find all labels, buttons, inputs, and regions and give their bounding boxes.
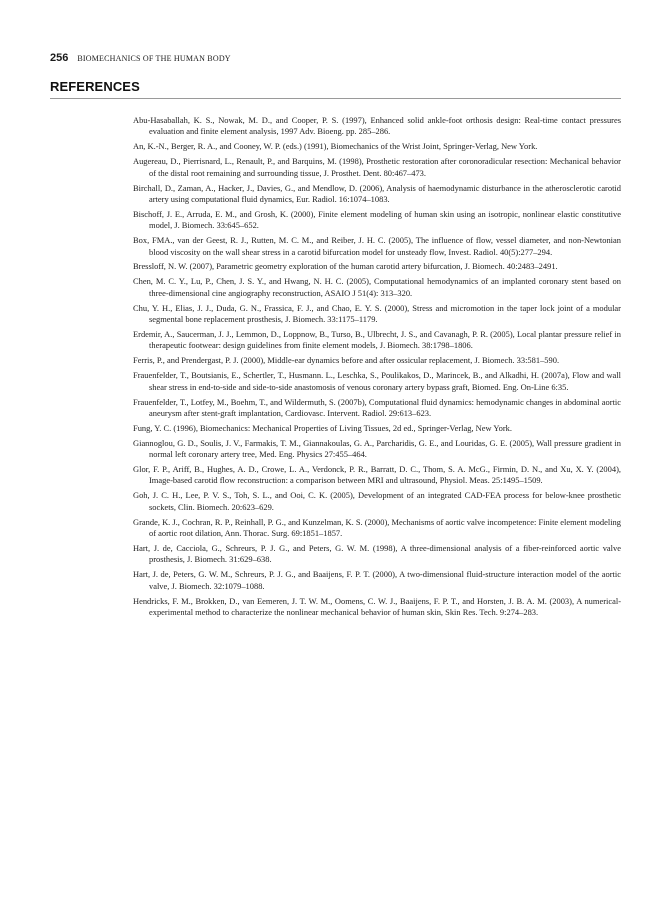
reference-item: Grande, K. J., Cochran, R. P., Reinhall, P. G., and Kunzelman, K. S. (2000), Mechanisms of aortic valve incompetence: Finite element modeling of aortic root dilation, Ann. Thorac. Surg. 69:1851–1857. <box>133 516 621 539</box>
reference-item: Bressloff, N. W. (2007), Parametric geometry exploration of the human carotid artery bifurcation, J. Biomech. 40:2483–2491. <box>133 261 558 272</box>
reference-item: Box, FMA., van der Geest, R. J., Rutten, M. C. M., and Reiber, J. H. C. (2005), The influence of flow, vessel diameter, and non-Newtonian blood viscosity on the wall shear stress in a carotid bifurcation model for unsteady flow, Invest. Radiol. 40(5):277–294. <box>133 235 621 257</box>
reference-item: Augereau, D., Pierrisnard, L., Renault, P., and Barquins, M. (1998), Prosthetic restoration after coronoradicular resection: Mechanical behavior of the distal root remaining and surrounding tissue, J. Prosthet. Dent. 80:467–473. <box>133 156 621 178</box>
reference-item: Chu, Y. H., Elias, J. J., Duda, G. N., Frassica, F. J., and Chao, E. Y. S. (2000), Stress and micromotion in the taper lock joint of a modular segmental bone replacement prosthesis, J. Biomech. 33:1175–1179. <box>133 302 621 325</box>
reference-list <box>133 115 621 622</box>
reference-item: Hart, J. de, Cacciola, G., Schreurs, P. J. G., and Peters, G. W. M. (1998), A three-dimensional analysis of a fiber-reinforced aortic valve prosthesis, J. Biomech. 31:629–638. <box>133 543 621 565</box>
reference-item: Glor, F. P., Ariff, B., Hughes, A. D., Crowe, L. A., Verdonck, P. R., Barratt, D. C., Thom, S. A. McG., Firmin, D. N., and Xu, X. Y. (2004), Image-based carotid flow reconstruction: a comparison between MRI and ultrasound, Physiol. Meas. 25:1495–1509. <box>133 464 621 486</box>
reference-item: Erdemir, A., Saucerman, J. J., Lemmon, D., Loppnow, B., Turso, B., Ulbrecht, J. S., and Cavanagh, P. R. (2005), Local plantar pressure relief in therapeutic footwear: design guidelines from finite element models, J. Biomech. 38:1798–1806. <box>133 329 621 351</box>
book-title: BIOMECHANICS OF THE HUMAN BODY <box>77 54 231 63</box>
reference-item: Ferris, P., and Prendergast, P. J. (2000), Middle-ear dynamics before and after ossicular replacement, J. Biomech. 33:581–590. <box>133 355 560 366</box>
reference-item: Goh, J. C. H., Lee, P. V. S., Toh, S. L., and Ooi, C. K. (2005), Development of an integrated CAD-FEA process for below-knee prosthetic sockets, Clin. Biomech. 20:623–629. <box>133 490 621 512</box>
reference-item: Chen, M. C. Y., Lu, P., Chen, J. S. Y., and Hwang, N. H. C. (2005), Computational hemodynamics of an implanted coronary stent based on three-dimensional cine angiography reconstruction, ASAIO J 51(4): 313–320. <box>133 276 621 298</box>
reference-item: Abu-Hasaballah, K. S., Nowak, M. D., and Cooper, P. S. (1997), Enhanced solid ankle-foot orthosis design: Real-time contact pressures evaluation and finite element analysis, 1997 Adv. Bioeng. pp. 285–286. <box>133 115 621 137</box>
reference-item: Bischoff, J. E., Arruda, E. M., and Grosh, K. (2000), Finite element modeling of human skin using an isotropic, nonlinear elastic constitutive model, J. Biomech. 33:645–652. <box>133 208 621 231</box>
reference-item: Frauenfelder, T., Lotfey, M., Boehm, T., and Wildermuth, S. (2007b), Computational fluid dynamics: hemodynamic changes in abdominal aortic aneurysm after stent-graft implantation, Cardiovasc. Intervent. Radiol. 29:613–623. <box>133 396 621 418</box>
reference-item: Giannoglou, G. D., Soulis, J. V., Farmakis, T. M., Giannakoulas, G. A., Parcharidis, G. E., and Louridas, G. E. (2005), Wall pressure gradient in normal left coronary artery tree, Med. Eng. Physics 27:455–464. <box>133 437 621 460</box>
reference-item: Hendricks, F. M., Brokken, D., van Eemeren, J. T. W. M., Oomens, C. W. J., Baaijens, F. P. T., and Horsten, J. B. A. M. (2003), A numerical-experimental method to characterize the nonlinear mechanical behavior of human skin, Skin Res. Tech. 9:274–283. <box>133 595 621 618</box>
section-title: REFERENCES <box>50 79 140 94</box>
reference-item: Frauenfelder, T., Boutsianis, E., Schertler, T., Husmann. L., Leschka, S., Poulikakos, D., Marincek, B., and Alkadhi, H. (2007a), Flow and wall shear stress in end-to-side and side-to-side anastomosis of venous coronary artery bypass graft, Biomed. Eng. On-Line 6:35. <box>133 370 621 392</box>
page-number: 256 <box>50 52 69 64</box>
reference-item: An, K.-N., Berger, R. A., and Cooney, W. P. (eds.) (1991), Biomechanics of the Wrist Joint, Springer-Verlag, New York. <box>133 141 538 152</box>
reference-item: Hart, J. de, Peters, G. W. M., Schreurs, P. J. G., and Baaijens, F. P. T. (2000), A two-dimensional fluid-structure interaction model of the aortic valve, J. Biomech. 32:1079–1088. <box>133 569 621 591</box>
reference-item: Birchall, D., Zaman, A., Hacker, J., Davies, G., and Mendlow, D. (2006), Analysis of haemodynamic disturbance in the atherosclerotic carotid artery using computational fluid dynamics, Eur. Radiol. 16:1074–1083. <box>133 182 621 204</box>
running-header <box>50 48 231 62</box>
section-divider <box>50 98 621 99</box>
reference-item: Fung, Y. C. (1996), Biomechanics: Mechanical Properties of Living Tissues, 2d ed., Springer-Verlag, New York. <box>133 422 513 433</box>
